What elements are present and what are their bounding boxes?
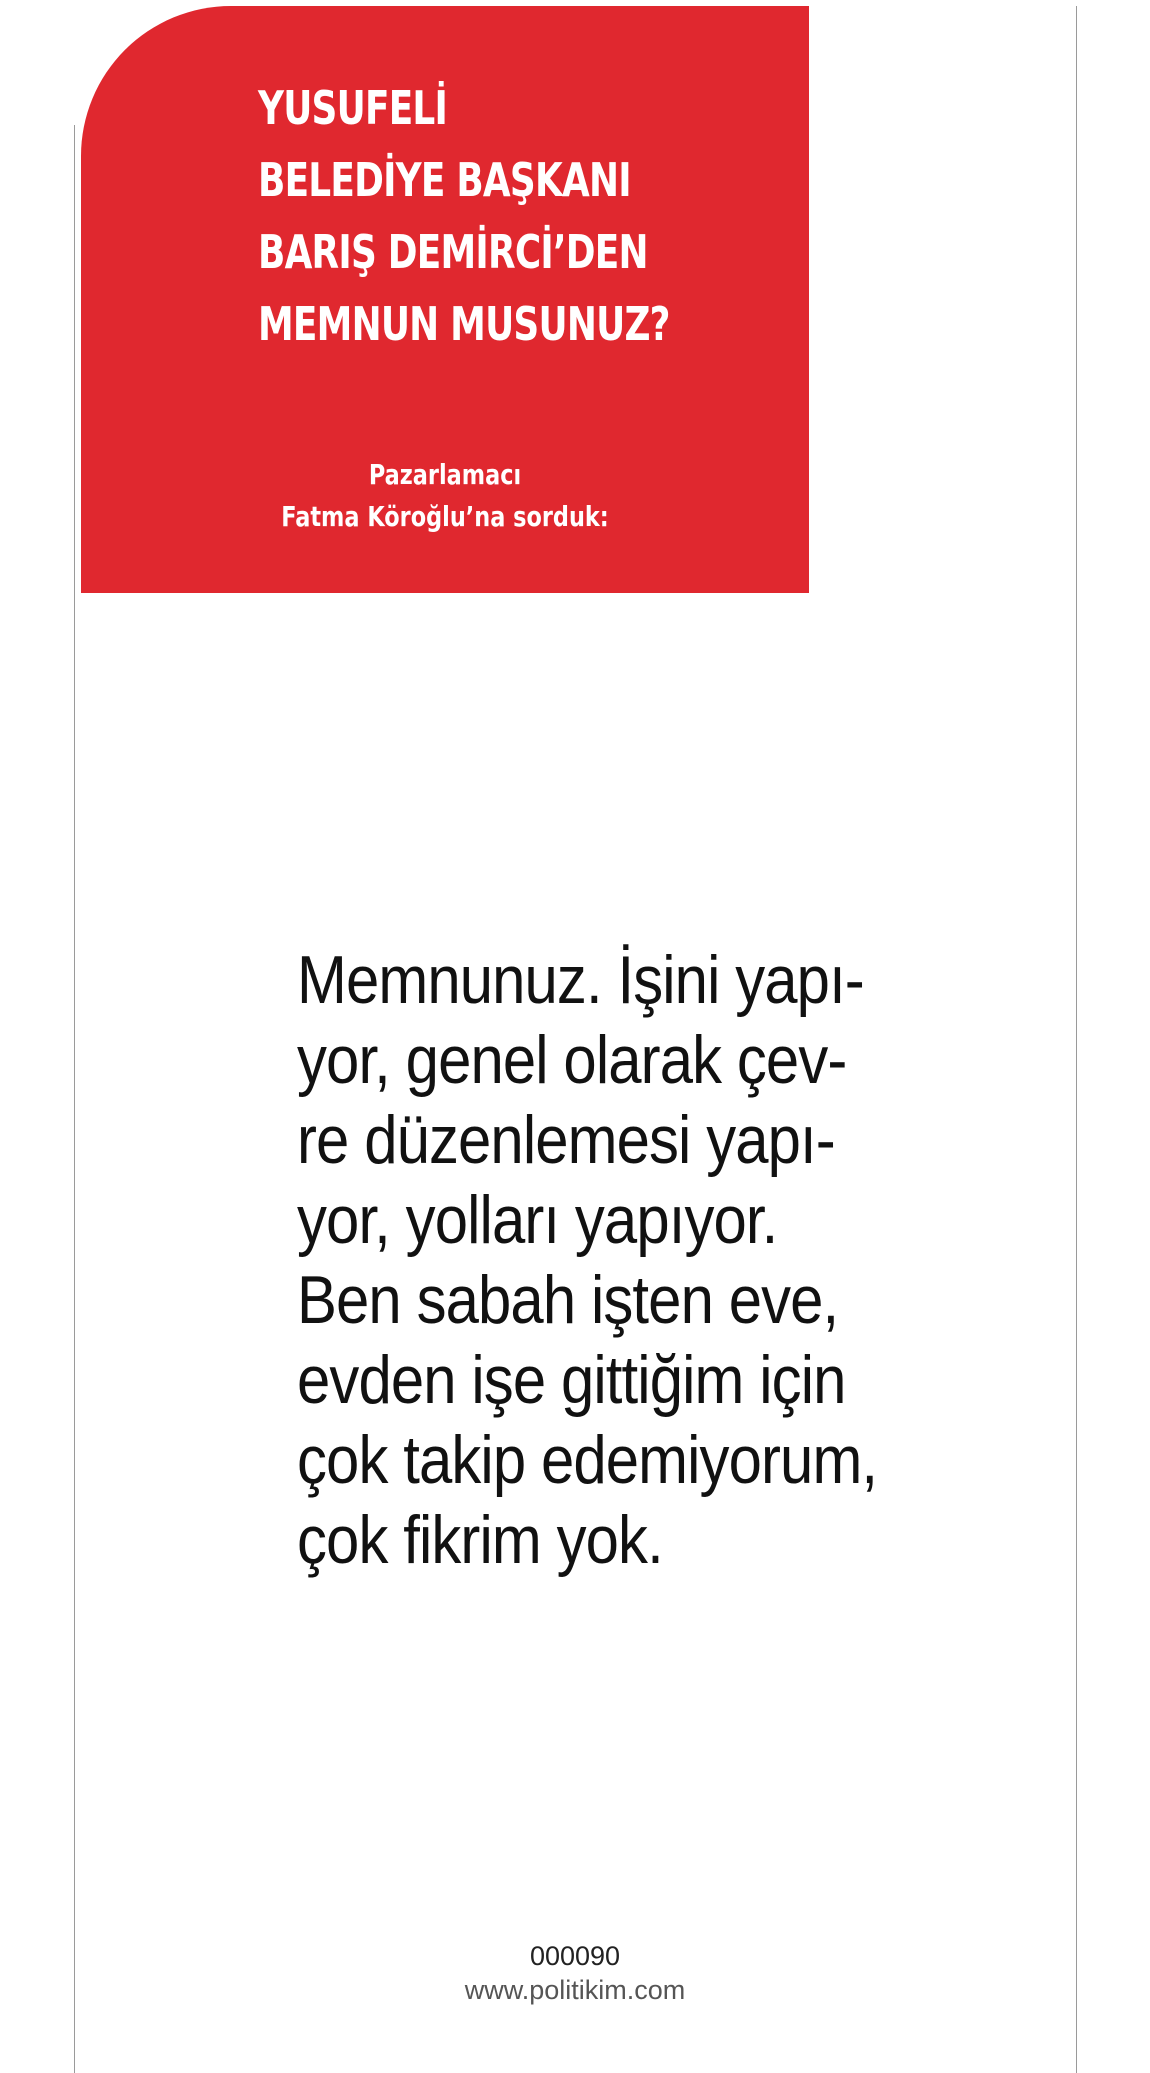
answer-quote — [297, 940, 877, 1580]
right-margin-rule — [1076, 6, 1077, 2073]
respondent-intro — [81, 454, 809, 538]
headline-line: BARIŞ DEMİRCİ’DEN — [258, 225, 648, 279]
headline-line: MEMNUN MUSUNUZ? — [258, 297, 670, 351]
answer-line: yor, yolları yapıyor. — [297, 1182, 778, 1258]
answer-line: çok takip edemiyorum, — [297, 1422, 878, 1498]
headline-line: YUSUFELİ — [258, 81, 448, 135]
respondent-name-line: Fatma Köroğlu’na sorduk: — [281, 500, 609, 533]
answer-line: re düzenlemesi yapı- — [297, 1102, 835, 1178]
website-url: www.politikim.com — [464, 1975, 686, 2005]
answer-line: yor, genel olarak çev- — [297, 1022, 847, 1098]
respondent-profession: Pazarlamacı — [368, 458, 522, 491]
left-margin-rule — [74, 125, 75, 2073]
document-code: 000090 — [529, 1941, 621, 1971]
answer-line: çok fikrim yok. — [297, 1502, 663, 1578]
answer-line: Memnunuz. İşini yapı- — [297, 942, 864, 1018]
headline-line: BELEDİYE BAŞKANI — [258, 153, 631, 207]
answer-line: Ben sabah işten eve, — [297, 1262, 839, 1338]
headline-title — [258, 72, 670, 360]
answer-line: evden işe gittiğim için — [297, 1342, 846, 1418]
